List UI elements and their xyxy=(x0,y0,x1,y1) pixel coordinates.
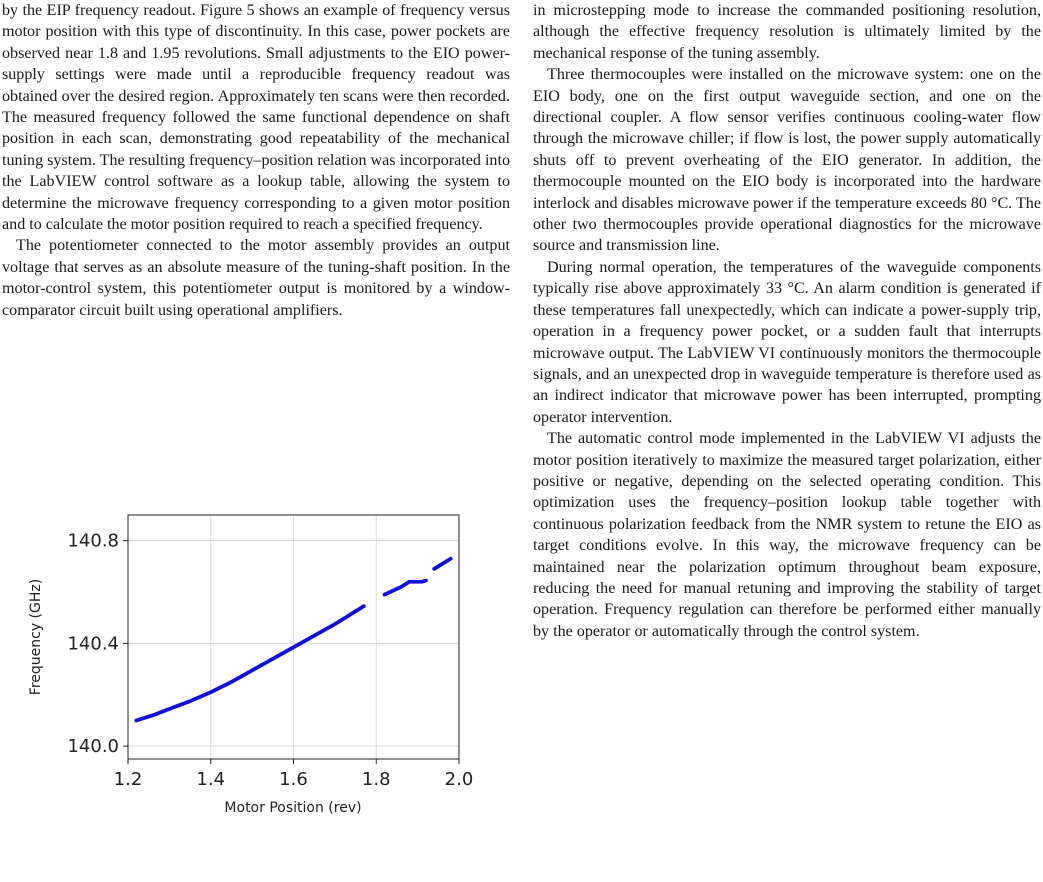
frequency-position-chart xyxy=(22,498,502,828)
paragraph-right-3: During normal operation, the temperatures of the waveguide components typically rise above approximately 33 °C. An alarm condition is generated if these temperatures fall unexpectedly, which can indicate a power-supply trip, operation in a frequency power pocket, or a sudden fault that interrupts microwave output. The LabVIEW VI continuously monitors the thermocouple signals, and an unexpected drop in waveguide temperature is therefore used as an indirect indicator that microwave power has been interrupted, prompting operator intervention. xyxy=(533,258,1041,426)
data-point xyxy=(424,579,428,583)
paragraph-right-2: Three thermocouples were installed on the microwave system: one on the EIO body, one on the first output waveguide section, and one on the directional coupler. A flow sensor verifies continuous cooling-water flow through the microwave chiller; if flow is lost, the power supply automatically shuts off to prevent overheating of the EIO generator. In addition, the thermocouple mounted on the EIO body is incorporated into the hardware interlock and disables microwave power if the temperature exceeds 80 °C. The other two thermocouples provide operational diagnostics for the microwave source and transmission line. xyxy=(533,66,1041,255)
paragraph-right-4: The automatic control mode implemented in the LabVIEW VI adjusts the motor position iteratively to maximize the measured target polarization, either positive or negative, depending on the selected operating condition. This optimization uses the frequency–position lookup table together with continuous polarization feedback from the NMR system to retune the EIO as target conditions evolve. In this way, the microwave frequency can be maintained near the polarization optimum throughout beam exposure, reducing the need for manual retuning and improving the stability of target operation. Frequency regulation can therefore be performed either manually by the operator or automatically through the control system. xyxy=(533,430,1041,640)
x-tick-label: 1.6 xyxy=(279,769,308,790)
x-tick-label: 2.0 xyxy=(444,769,474,790)
paragraph-left-1: by the EIP frequency readout. Figure 5 shows an example of frequency versus motor position with this type of discontinuity. In this case, power pockets are observed near 1.8 and 1.95 revolutions. Small adjustments to the EIO power-supply settings were made until a reproducible frequency readout was obtained over the desired region. Approximately ten scans were then recorded. The measured frequency followed the same functional dependence on shaft position in each scan, demonstrating good repeatability of the mechanical tuning system. The resulting frequency–position relation was incorporated into the LabVIEW control software as a lookup table, allowing the system to determine the microwave frequency corresponding to a given motor position and to calculate the motor position required to reach a specified frequency. xyxy=(2,2,510,234)
x-tick-label: 1.8 xyxy=(361,769,391,790)
x-tick-label: 1.2 xyxy=(113,769,143,790)
data-point xyxy=(362,604,366,608)
paragraph-right-1: in microstepping mode to increase the commanded positioning resolution, although the effective frequency resolution is ultimately limited by the mechanical response of the tuning assembly. xyxy=(533,2,1041,62)
x-tick-label: 1.4 xyxy=(196,769,226,790)
figure-5 xyxy=(22,498,502,828)
left-column xyxy=(2,0,510,321)
data-point xyxy=(449,557,453,561)
y-axis-label: Frequency (GHz) xyxy=(28,578,44,696)
y-tick-label: 140.4 xyxy=(67,633,119,655)
chart-grid xyxy=(128,515,459,759)
y-tick-label: 140.8 xyxy=(67,530,119,552)
y-tick-label: 140.0 xyxy=(67,736,119,758)
x-axis-label: Motor Position (rev) xyxy=(224,800,362,816)
paragraph-left-2: The potentiometer connected to the motor assembly provides an output voltage that serves as an absolute measure of the tuning-shaft position. In the motor-control system, this potentiometer output is monitored by a window-comparator circuit built using operational amplifiers. xyxy=(2,237,510,319)
right-column xyxy=(533,0,1041,642)
